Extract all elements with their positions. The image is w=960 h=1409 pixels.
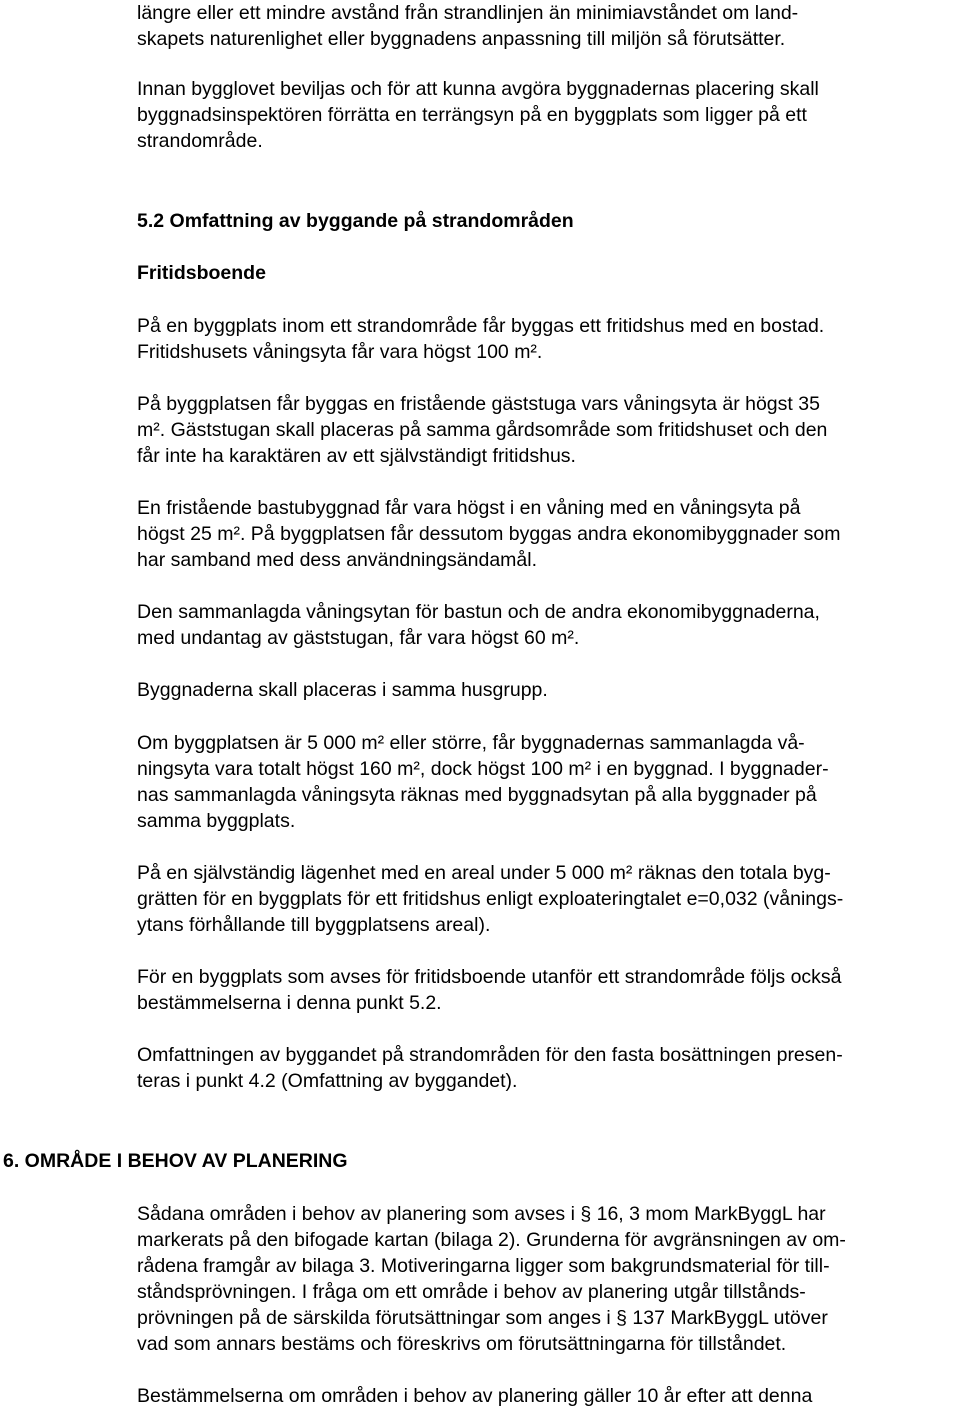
paragraph-line: Omfattningen av byggandet på strandområden för den fasta bosättningen presen- xyxy=(137,1044,843,1066)
intro-line: längre eller ett mindre avstånd från strandlinjen än minimiavståndet om land- xyxy=(137,2,799,24)
section-subheading: Fritidsboende xyxy=(137,262,266,284)
paragraph-line: Den sammanlagda våningsytan för bastun och de andra ekonomibyggnaderna, xyxy=(137,601,820,623)
paragraph-line: prövningen på de särskilda förutsättningar som anges i § 137 MarkByggL utöver xyxy=(137,1307,828,1329)
intro-line: byggnadsinspektören förrätta en terrängsyn på en byggplats som ligger på ett xyxy=(137,104,807,126)
paragraph-line: m². Gäststugan skall placeras på samma gårdsområde som fritidshuset och den xyxy=(137,419,828,441)
paragraph-line: På en självständig lägenhet med en areal under 5 000 m² räknas den totala byg- xyxy=(137,862,831,884)
paragraph-line: rådena framgår av bilaga 3. Motiveringarna ligger som bakgrundsmaterial för till- xyxy=(137,1255,830,1277)
paragraph-line: får inte ha karaktären av ett självständigt fritidshus. xyxy=(137,445,576,467)
intro-line: skapets naturenlighet eller byggnadens anpassning till miljön så förutsätter. xyxy=(137,28,786,50)
paragraph-line: På byggplatsen får byggas en fristående gäststuga vars våningsyta är högst 35 xyxy=(137,393,820,415)
paragraph-line: grätten för en byggplats för ett fritidshus enligt exploateringtalet e=0,032 (vånings- xyxy=(137,888,844,910)
paragraph-line: Bestämmelserna om områden i behov av planering gäller 10 år efter att denna xyxy=(137,1385,813,1407)
paragraph-line: Fritidshusets våningsyta får vara högst 100 m². xyxy=(137,341,543,363)
paragraph-line: bestämmelserna i denna punkt 5.2. xyxy=(137,992,442,1014)
paragraph-line: samma byggplats. xyxy=(137,810,296,832)
paragraph-line: vad som annars bestäms och föreskrivs om förutsättningarna för tillståndet. xyxy=(137,1333,787,1355)
paragraph-line: Om byggplatsen är 5 000 m² eller större, får byggnadernas sammanlagda vå- xyxy=(137,732,805,754)
paragraph-line: ståndsprövningen. I fråga om ett område i behov av planering utgår tillstånds- xyxy=(137,1281,806,1303)
paragraph-line: högst 25 m². På byggplatsen får dessutom byggas andra ekonomibyggnader som xyxy=(137,523,841,545)
intro-line: strandområde. xyxy=(137,130,263,152)
paragraph-line: En fristående bastubyggnad får vara högst i en våning med en våningsyta på xyxy=(137,497,801,519)
paragraph-line: Byggnaderna skall placeras i samma husgrupp. xyxy=(137,679,548,701)
paragraph-line: Sådana områden i behov av planering som avses i § 16, 3 mom MarkByggL har xyxy=(137,1203,826,1225)
paragraph-line: teras i punkt 4.2 (Omfattning av byggandet). xyxy=(137,1070,518,1092)
paragraph-line: har samband med dess användningsändamål. xyxy=(137,549,538,571)
section-heading: 5.2 Omfattning av byggande på strandområden xyxy=(137,210,574,232)
paragraph-line: ningsyta vara totalt högst 160 m², dock högst 100 m² i en byggnad. I byggnader- xyxy=(137,758,829,780)
section-heading: 6. OMRÅDE I BEHOV AV PLANERING xyxy=(3,1150,348,1172)
intro-line: Innan bygglovet beviljas och för att kunna avgöra byggnadernas placering skall xyxy=(137,78,819,100)
paragraph-line: med undantag av gäststugan, får vara högst 60 m². xyxy=(137,627,580,649)
paragraph-line: markerats på den bifogade kartan (bilaga 2). Grunderna för avgränsningen av om- xyxy=(137,1229,846,1251)
paragraph-line: nas sammanlagda våningsyta räknas med byggnadsytan på alla byggnader på xyxy=(137,784,817,806)
paragraph-line: ytans förhållande till byggplatsens areal). xyxy=(137,914,491,936)
paragraph-line: För en byggplats som avses för fritidsboende utanför ett strandområde följs också xyxy=(137,966,842,988)
paragraph-line: På en byggplats inom ett strandområde får byggas ett fritidshus med en bostad. xyxy=(137,315,825,337)
